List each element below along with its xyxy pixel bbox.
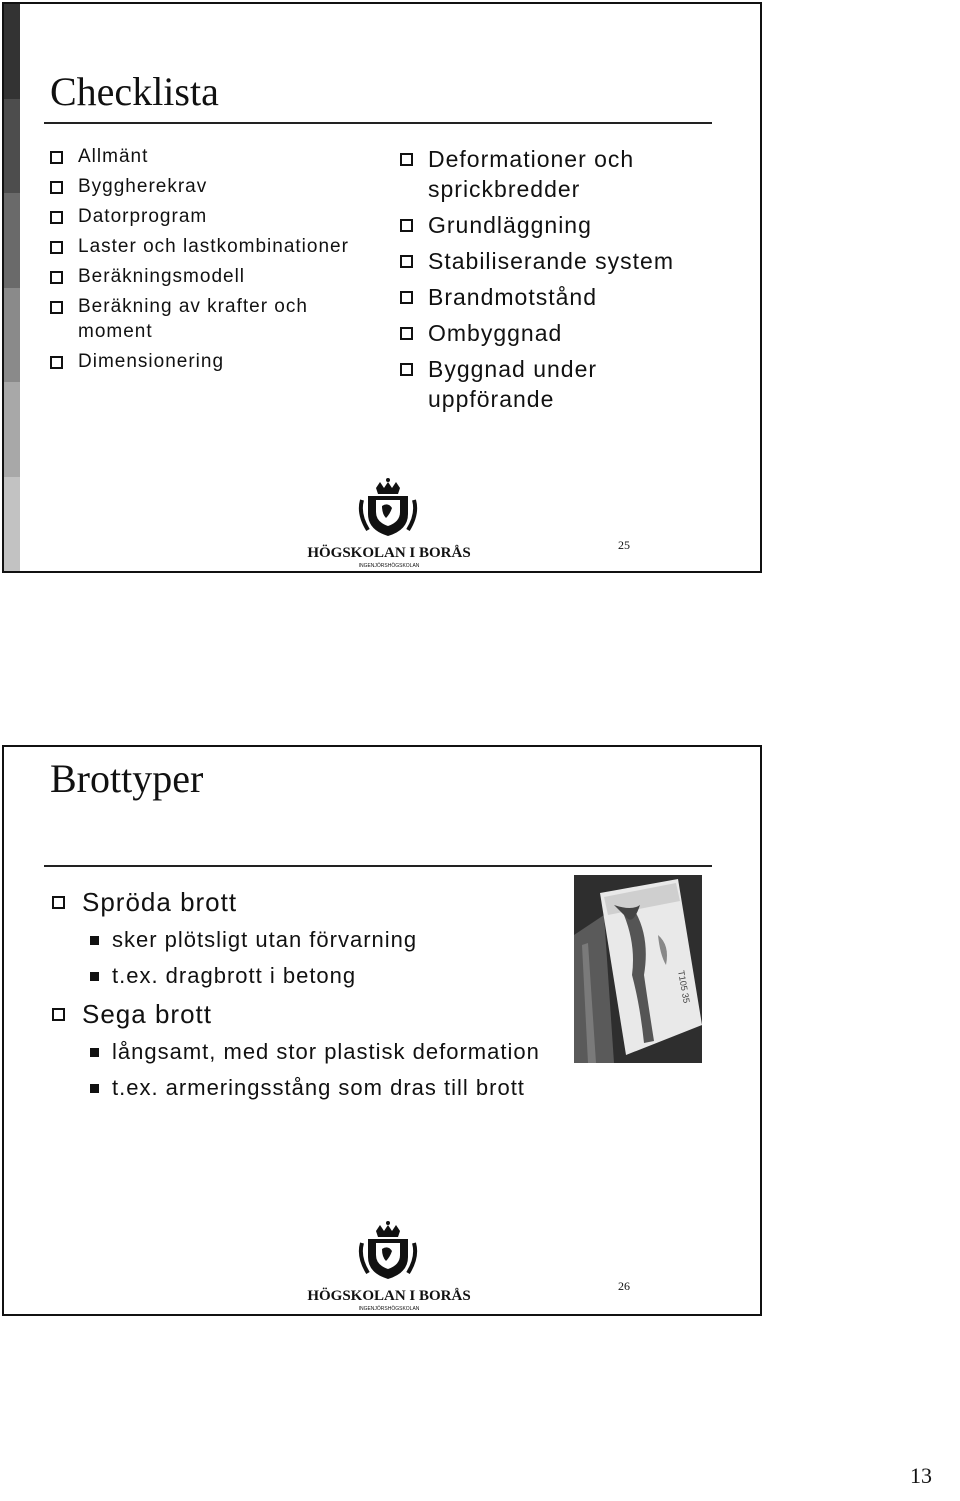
list-item: Grundläggning [400, 210, 730, 240]
filled-square-bullet-icon [90, 936, 99, 945]
list-item: Spröda brott [52, 885, 732, 919]
hollow-square-bullet-icon [50, 181, 63, 194]
hollow-square-bullet-icon [50, 151, 63, 164]
slide-title: Checklista [50, 69, 219, 114]
hollow-square-bullet-icon [400, 219, 413, 232]
list-item: Beräkningsmodell [50, 264, 350, 289]
hollow-square-bullet-icon [400, 255, 413, 268]
logo-subtext: INGENJÖRSHÖGSKOLAN [358, 1306, 420, 1312]
fracture-type-list [52, 885, 732, 1109]
checklist-left [50, 144, 350, 379]
hollow-square-bullet-icon [50, 356, 63, 369]
hogskolan-logo [296, 1221, 482, 1313]
title-rule [44, 865, 712, 867]
sidebar-band [4, 477, 20, 572]
page-number: 13 [910, 1463, 932, 1488]
sidebar-band [4, 4, 20, 99]
sub-list-item: långsamt, med stor plastisk deformation [82, 1037, 732, 1067]
hollow-square-bullet-icon [50, 241, 63, 254]
list-item: Stabiliserande system [400, 246, 730, 276]
hollow-square-bullet-icon [400, 327, 413, 340]
crest-icon [361, 478, 415, 536]
slide-number: 25 [618, 538, 630, 552]
list-item: Allmänt [50, 144, 350, 169]
list-item: Byggnad under uppförande [400, 354, 730, 414]
sub-list-item: t.ex. dragbrott i betong [82, 961, 732, 991]
list-item: Dimensionering [50, 349, 350, 374]
list-item: Laster och lastkombinationer [50, 234, 350, 259]
slide-number: 26 [618, 1279, 630, 1293]
slide-brottyper [2, 745, 762, 1316]
sub-list-item: t.ex. armeringsstång som dras till brott [82, 1073, 732, 1103]
slide-title: Brottyper [50, 756, 204, 801]
hollow-square-bullet-icon [400, 153, 413, 166]
logo-subtext: INGENJÖRSHÖGSKOLAN [358, 563, 420, 569]
list-item: Deformationer och sprickbredder [400, 144, 730, 204]
filled-square-bullet-icon [90, 972, 99, 981]
hollow-square-bullet-icon [50, 271, 63, 284]
title-rule [44, 122, 712, 124]
list-item: Brandmotstånd [400, 282, 730, 312]
logo-text: HÖGSKOLAN I BORÅS [307, 1288, 471, 1304]
hollow-square-bullet-icon [52, 896, 65, 909]
list-item: Sega brott [52, 997, 732, 1031]
list-item: Byggherekrav [50, 174, 350, 199]
crest-icon [361, 1221, 415, 1279]
hogskolan-logo [296, 478, 482, 570]
sidebar-band [4, 99, 20, 194]
hollow-square-bullet-icon [52, 1008, 65, 1021]
filled-square-bullet-icon [90, 1048, 99, 1057]
sidebar-band [4, 382, 20, 477]
slide-sidebar [4, 4, 20, 571]
list-item: Datorprogram [50, 204, 350, 229]
svg-text:T105 35: T105 35 [676, 969, 692, 1004]
filled-square-bullet-icon [90, 1084, 99, 1093]
checklist-right [400, 144, 730, 420]
logo-text: HÖGSKOLAN I BORÅS [307, 545, 471, 561]
list-item: Ombyggnad [400, 318, 730, 348]
hollow-square-bullet-icon [50, 301, 63, 314]
hollow-square-bullet-icon [400, 363, 413, 376]
list-item: Beräkning av krafter och moment [50, 294, 350, 344]
sidebar-band [4, 193, 20, 288]
slide-checklista [2, 2, 762, 573]
sub-list-item: sker plötsligt utan förvarning [82, 925, 732, 955]
sidebar-band [4, 288, 20, 383]
hollow-square-bullet-icon [400, 291, 413, 304]
hollow-square-bullet-icon [50, 211, 63, 224]
